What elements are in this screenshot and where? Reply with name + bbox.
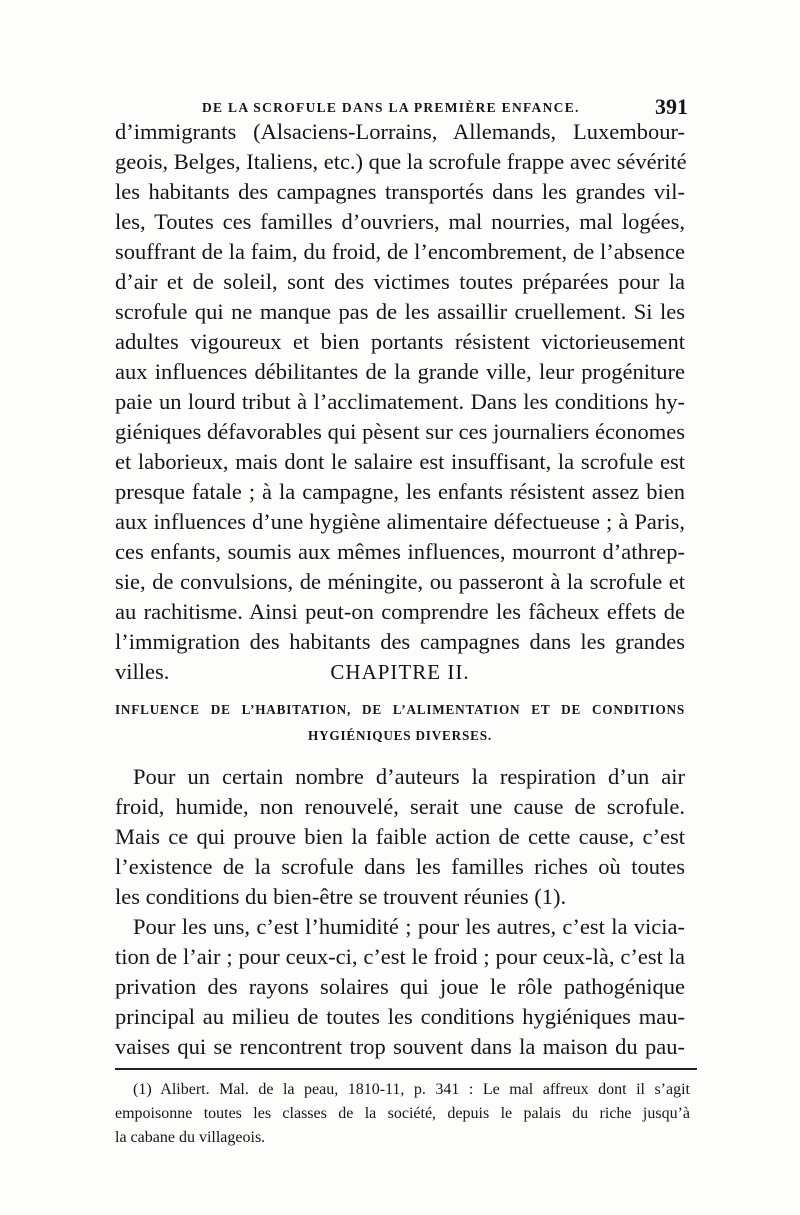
body-text-line: aux influences débilitantes de la grande ville, leur progéniture bbox=[115, 359, 685, 384]
running-title: DE LA SCROFULE DANS LA PREMIÈRE ENFANCE. bbox=[202, 100, 580, 115]
footnote-line: la cabane du villageois. bbox=[115, 1129, 266, 1146]
body-text-line: d’air et de soleil, sont des victimes toutes préparées pour la bbox=[115, 269, 685, 294]
body-text-line: Mais ce qui prouve bien la faible action de cette cause, c’est bbox=[115, 824, 685, 849]
footnote-line: empoisonne toutes les classes de la société, depuis le palais du riche jusqu’à bbox=[115, 1105, 690, 1122]
body-text-line: les habitants des campagnes transportés dans les grandes vil- bbox=[115, 179, 685, 204]
body-text-line: froid, humide, non renouvelé, serait une cause de scrofule. bbox=[115, 794, 685, 819]
chapter-subtitle: HYGIÉNIQUES DIVERSES. bbox=[308, 728, 492, 743]
body-text-line: aux influences d’une hygiène alimentaire défectueuse ; à Paris, bbox=[115, 509, 685, 534]
body-text-line: souffrant de la faim, du froid, de l’encombrement, de l’absence bbox=[115, 239, 685, 264]
body-text-line: paie un lourd tribut à l’acclimatement. Dans les conditions hy- bbox=[115, 389, 685, 414]
body-text-line: scrofule qui ne manque pas de les assaillir cruellement. Si les bbox=[115, 299, 685, 324]
chapter-title: CHAPITRE II. bbox=[330, 660, 470, 684]
chapter-subtitle: INFLUENCE DE L’HABITATION, DE L’ALIMENTATION ET DE CONDITIONS bbox=[115, 702, 685, 717]
body-text-line: d’immigrants (Alsaciens-Lorrains, Allemands, Luxembour- bbox=[115, 119, 685, 144]
body-text-line: principal au milieu de toutes les conditions hygiéniques mau- bbox=[115, 1004, 685, 1029]
body-text-line: sie, de convulsions, de méningite, ou passeront à la scrofule et bbox=[115, 569, 685, 594]
body-text-line: geois, Belges, Italiens, etc.) que la scrofule frappe avec sévérité bbox=[115, 149, 687, 174]
body-text-line: ces enfants, soumis aux mêmes influences, mourront d’athrep- bbox=[115, 539, 685, 564]
body-text-line: vaises qui se rencontrent trop souvent dans la maison du pau- bbox=[115, 1034, 685, 1059]
page-number: 391 bbox=[655, 94, 688, 119]
body-text-line: tion de l’air ; pour ceux-ci, c’est le froid ; pour ceux-là, c’est la bbox=[115, 944, 685, 969]
body-text-line: et laborieux, mais dont le salaire est insuffisant, la scrofule est bbox=[115, 449, 685, 474]
body-text-line: l’immigration des habitants des campagnes dans les grandes bbox=[115, 629, 685, 654]
body-text-line: villes. bbox=[115, 659, 170, 684]
body-text-line: les conditions du bien-être se trouvent réunies (1). bbox=[115, 884, 567, 909]
body-text-line: giéniques défavorables qui pèsent sur ces journaliers économes bbox=[115, 419, 685, 444]
body-text-line: au rachitisme. Ainsi peut-on comprendre les fâcheux effets de bbox=[115, 599, 685, 624]
body-text-line: l’existence de la scrofule dans les familles riches où toutes bbox=[115, 854, 685, 879]
body-text-line: adultes vigoureux et bien portants résistent victorieusement bbox=[115, 329, 685, 354]
body-text-line: Pour les uns, c’est l’humidité ; pour les autres, c’est la vicia- bbox=[133, 914, 685, 939]
footnote-line: (1) Alibert. Mal. de la peau, 1810-11, p. 341 : Le mal affreux dont il s’agit bbox=[133, 1081, 690, 1098]
body-text-line: presque fatale ; à la campagne, les enfants résistent assez bien bbox=[115, 479, 685, 504]
body-text-line: Pour un certain nombre d’auteurs la respiration d’un air bbox=[133, 764, 685, 789]
footnote-rule bbox=[115, 1068, 697, 1070]
body-text-line: les, Toutes ces familles d’ouvriers, mal nourries, mal logées, bbox=[115, 209, 685, 234]
body-text-line: privation des rayons solaires qui joue le rôle pathogénique bbox=[115, 974, 685, 999]
